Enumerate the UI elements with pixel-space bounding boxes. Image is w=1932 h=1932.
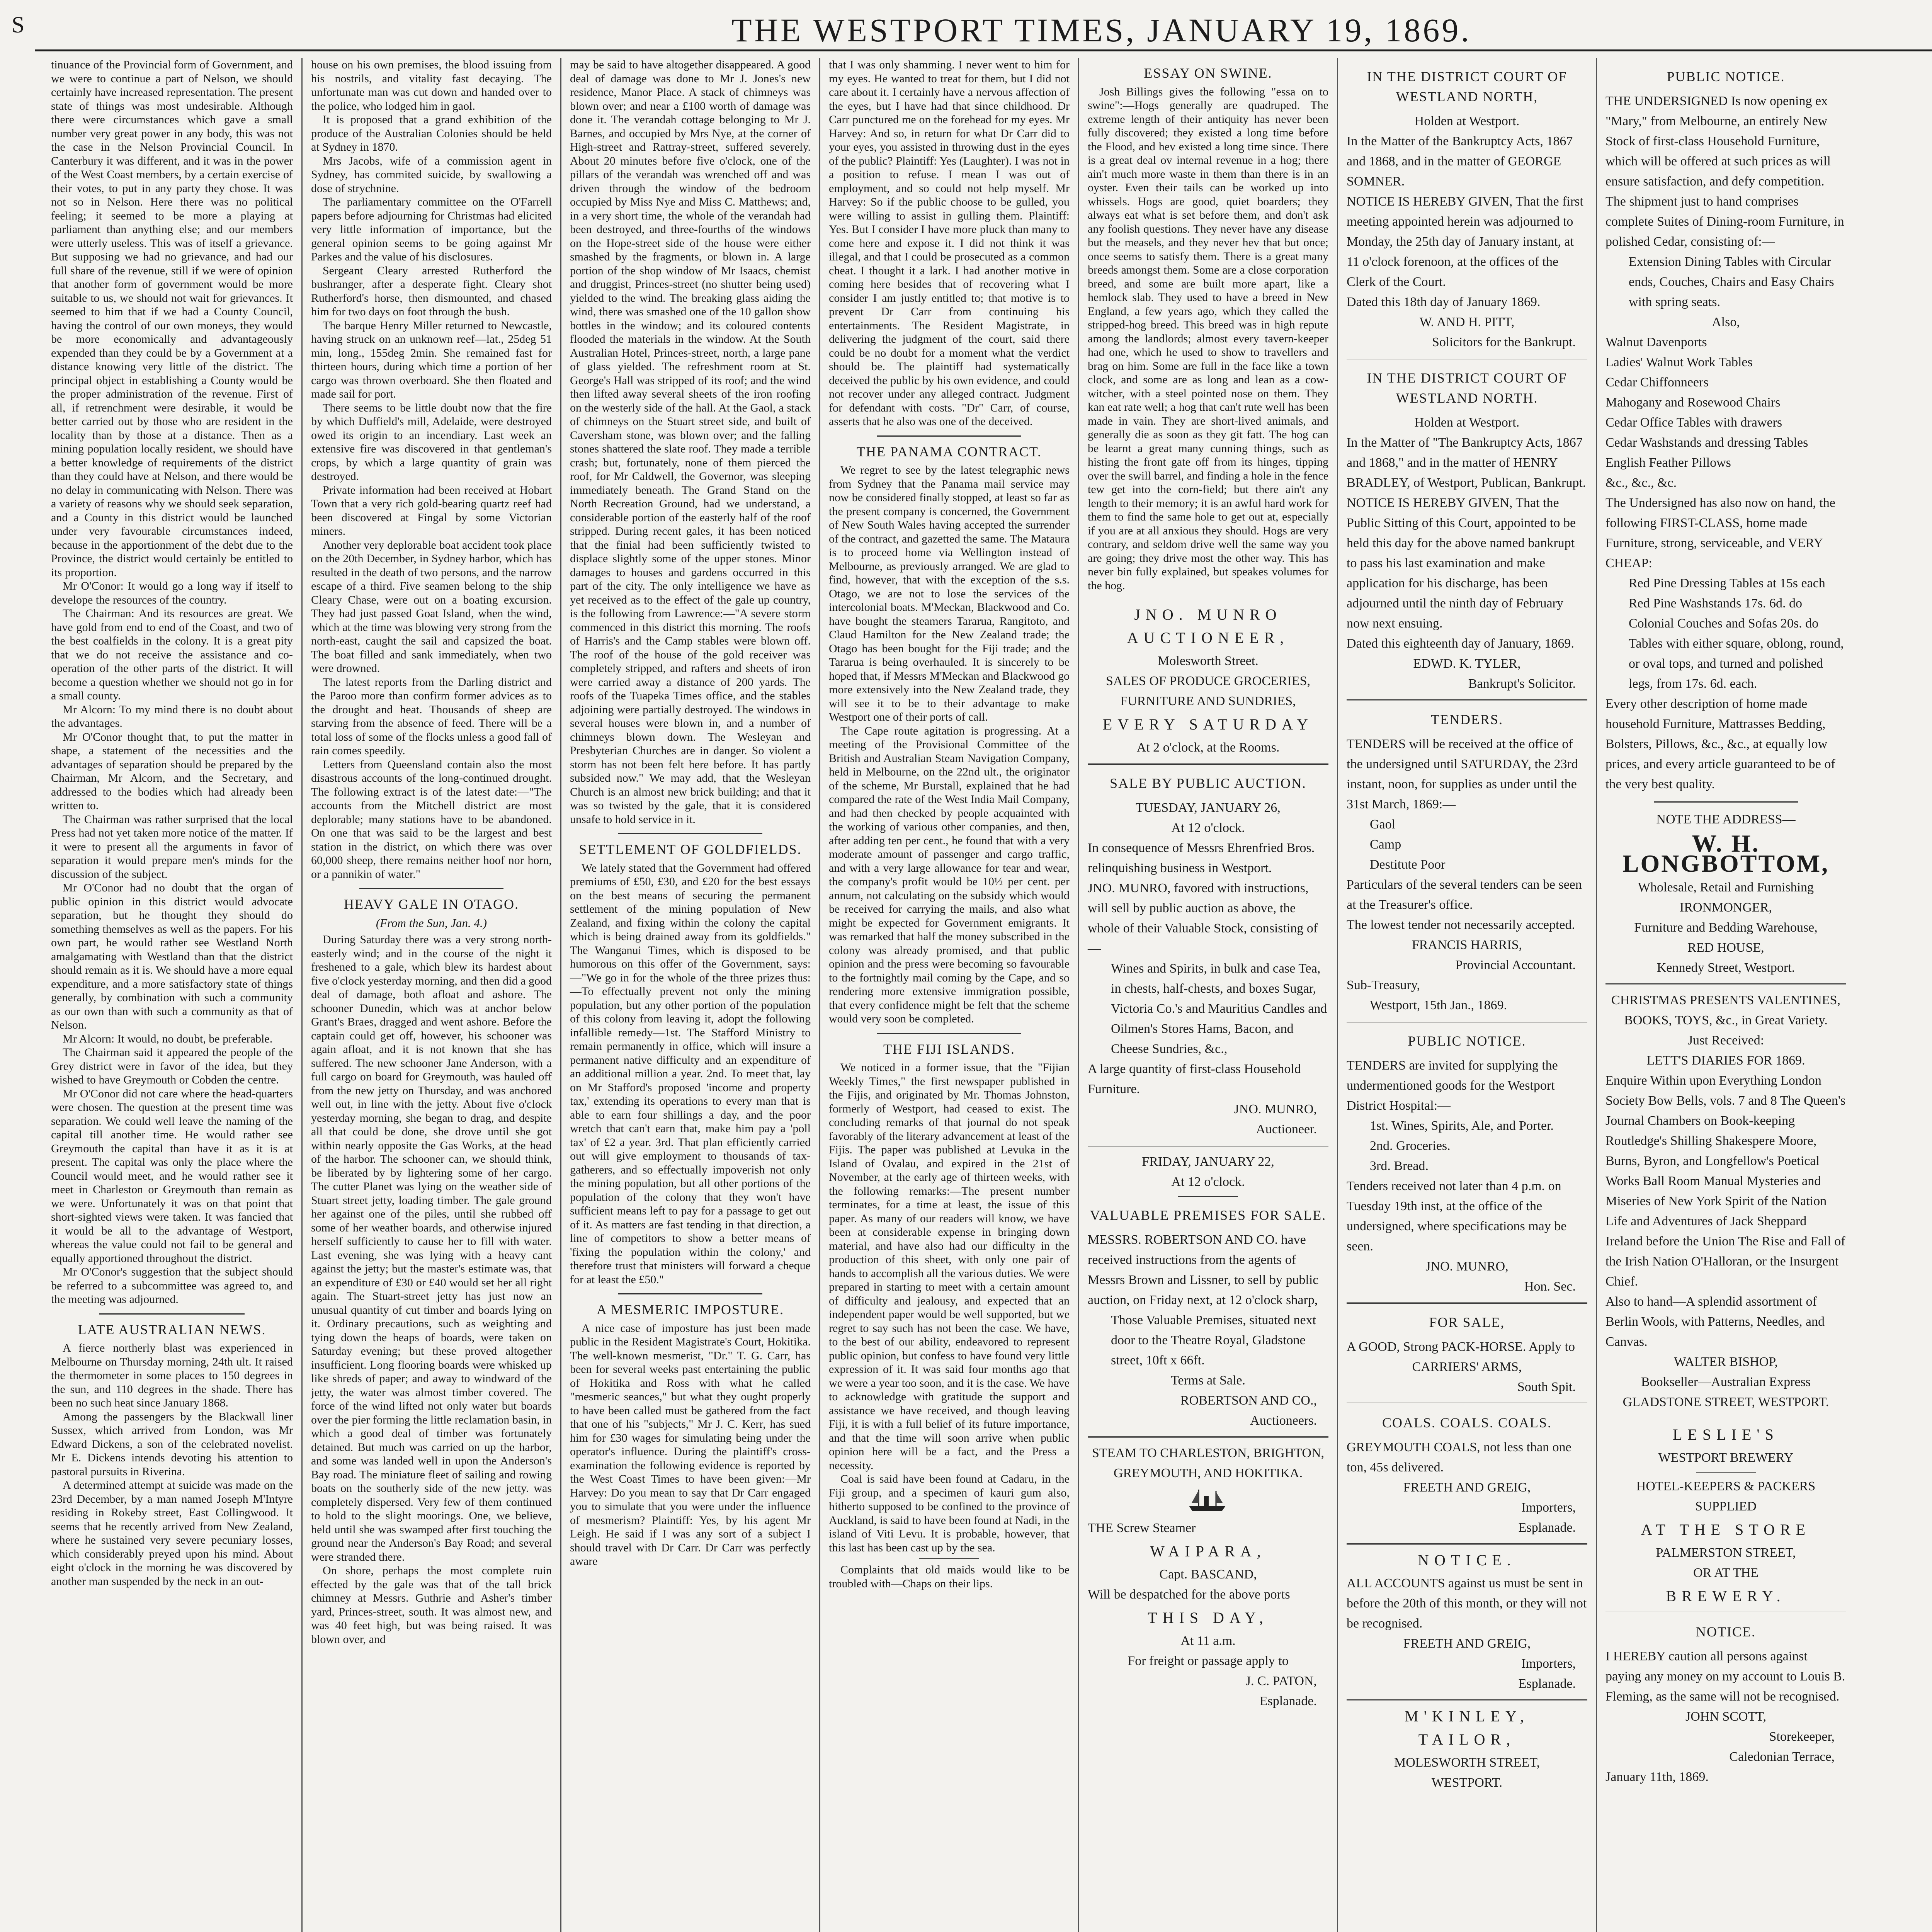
ad-title: IN THE DISTRICT COURT OF WESTLAND NORTH,	[1367, 69, 1567, 104]
ad-signature: J. C. PATON,	[1245, 1674, 1317, 1688]
ad-text: A GOOD, Strong PACK-HORSE. Apply to	[1347, 1340, 1575, 1354]
article-source: (From the Sun, Jan. 4.)	[376, 916, 487, 930]
divider	[1696, 1472, 1756, 1473]
ad-address-note: NOTE THE ADDRESS—	[1656, 812, 1796, 827]
tender-item: Gaol	[1370, 817, 1396, 832]
hospital-tenders-ad	[1347, 1031, 1587, 1297]
divider	[1654, 801, 1798, 803]
divider	[1088, 1145, 1328, 1146]
ad-text: MESSRS. ROBERTSON AND CO. have received instructions from the agents of Messrs Brown and Lissner, to sell by public auction, on Friday next, at 12 o'clock sharp,	[1088, 1233, 1319, 1307]
accounts-notice-ad	[1347, 1550, 1587, 1694]
article-text: Coal is said have been found at Cadaru, in the Fiji group, and a specimen of kauri gum also, hitherto supposed to be confined to the province of Auckland, is said to have been found at Nadi, in the island of Viti Levu. It is probable, however, that this last has been cast up by the sea.	[829, 1473, 1070, 1554]
furniture-item: Colonial Couches and Sofas 20s. do	[1629, 616, 1819, 631]
pack-horse-ad	[1347, 1312, 1587, 1397]
divider	[1605, 983, 1846, 985]
divider	[618, 833, 763, 834]
ad-title: NOTICE.	[1418, 1551, 1516, 1569]
column-6	[1337, 58, 1596, 1932]
article-text: The Cape route agitation is progressing. At a meeting of the Provisional Committee of the British and Australian Steam Navigation Company, held in Melbourne, on the 22nd ult., the originator of the scheme, Mr Burstall, explained that he had compared the rate of the West India Mail Company, and had then checked by people acquainted with the working of various other companies, and then, after adding ten per cent., he found that with a very moderate amount of passenger and cargo traffic, and with a very large allowance for tear and wear, the company's profit would be 10½ per cent. per annum, not calculating on the subsidy which would be received for carrying the mails, and also what might be expected for Government emigrants. It was remarked that half the money subscribed in the colony was already promised, and that public opinion and the press were becoming so favourable to the fortnightly mail coming by the Cape, and so rendering more extensive immigration possible, that every confidence might be felt that the scheme would very soon be completed.	[829, 724, 1070, 1025]
ad-title: VALUABLE PREMISES FOR SALE.	[1090, 1208, 1327, 1223]
ad-trade: TAILOR,	[1418, 1731, 1516, 1748]
ad-trade: Wholesale, Retail and Furnishing	[1638, 880, 1814, 895]
ad-signature: FREETH AND GREIG,	[1403, 1636, 1531, 1651]
ad-title: PUBLIC NOTICE.	[1667, 69, 1785, 84]
article-text: The parliamentary committee on the O'Farrell papers before adjourning for Christmas had elicited very little information of importance, but the general opinion seems to be going against Mr Parkes and the value of his disclosures.	[311, 196, 552, 263]
ad-text: Will be despatched for the above ports	[1088, 1587, 1290, 1602]
ad-signature: Storekeeper,	[1769, 1730, 1835, 1744]
ship-name: WAIPARA,	[1150, 1543, 1266, 1560]
ad-text: For freight or passage apply to	[1128, 1654, 1289, 1668]
ad-signature: EDWD. K. TYLER,	[1413, 656, 1521, 671]
ad-signature: Hon. Sec.	[1524, 1279, 1576, 1294]
ad-text: GREYMOUTH COALS, not less than one ton, 45s delivered.	[1347, 1440, 1571, 1475]
tender-item: Destitute Poor	[1370, 857, 1446, 872]
article-text: may be said to have altogether disappeared. A good deal of damage was done to Mr J. Jones's new residence, Manor Place. A stack of chimneys was blown over; and near a £100 worth of damage was done it. The verandah cottage belonging to Mr J. Barnes, and occupied by Mrs Nye, at the corner of High-street and Rattray-street, suffered severely. About 20 minutes before five o'clock, one of the pillars of the verandah was wrenched off and was driven through the window of the bedroom occupied by Miss Nye and Miss C. Matthews; and, in a very short time, the whole of the verandah had been destroyed, and three-fourths of the windows on the Hope-street side of the house were either smashed by the fragments, or blown in. A large portion of the shop window of Mr Isaacs, chemist and druggist, Princes-street (no shutter being used) yielded to the wind. The breaking glass aiding the wind, there was smashed one of the 10 gallon show bottles in the window; and its coloured contents flooded the materials in the window. At the South Australian Hotel, Princes-street, north, a large pane of glass yielded. The refreshment room at St. George's Hall was stripped of its roof; and the wind then lifted away several sheets of the iron roofing on the westerly side of the hall. At the Gaol, a stack of chimneys on the Stuart street side, and built of Caversham stone, was blown over; and the falling stones shattered the slate roof. They made a terrible crash; but, fortunately, none of them pierced the roof, for Mr Caldwell, the Governor, was sleeping immediately beneath. The Grand Stand on the North Recreation Ground, had we understand, a considerable portion of the easterly half of the roof stripped. During recent gales, it has been noticed that the finial had been sufficiently twisted to displace slightly some of the upper stones. Minor damages to houses and gardens occurred in this part of the city. The only intelligence we have as yet received as to the effect of the gale up country, is the following from Lawrence:—"A severe storm commenced in this district this morning. The roofs of Harris's and the Camp stables were blown off. The roof of the house of the gold receiver was completely stripped, and rafters and sheets of iron were carried away a distance of 200 yards. The roofs of the Tuapeka Times office, and the stables adjoining were partially destroyed. The windows in several houses were blown in, and a number of chimneys blown down. The Wesleyan and Presbyterian Churches are in danger. So violent a storm has not been felt here before. It has partly subsided now." We may add, that the Wesleyan Church is an almost new brick building; and that it was so twisted by the gale, that it is considered unsafe to hold service in it.	[570, 58, 811, 826]
divider	[359, 888, 504, 889]
tender-item: Camp	[1370, 837, 1401, 852]
ad-time: At 12 o'clock.	[1171, 821, 1245, 835]
ad-text: In the Matter of the Bankruptcy Acts, 1867 and 1868, and in the matter of GEORGE SOMNER.	[1347, 134, 1573, 189]
article-text: We regret to see by the latest telegraphic news from Sydney that the Panama mail service may now be considered finally stopped, at least so far as the present company is concerned, the Government of New South Wales having accepted the surrender of the contract, and gazetted the same. The Mataura is to proceed home via Wellington instead of Melbourne, as previously arranged. We are glad to find, however, that with the exception of the s.s. Otago, we are not to lose the services of the intercolonial boats. M'Meckan, Blackwood and Co. have bought the steamers Tararua, Rangitoto, and Claud Hamilton for the New Zealand trade; the Otago has been bought for the Fiji trade; and the Tararua is being overhauled. It is sincerely to be hoped that, if Messrs M'Meckan and Blackwood go more extensively into the New Zealand trade, they will see it to be to their advantage to make Westport one of their ports of call.	[829, 464, 1070, 723]
ad-text: Dated this eighteenth day of January, 1869.	[1347, 636, 1574, 651]
article-text: The Chairman was rather surprised that the local Press had not yet taken more notice of the matter. If it were to present all the arguments in favor of separation it would prepare men's minds for the discussion of the subject.	[51, 813, 293, 881]
premises-sale-ad	[1088, 1152, 1328, 1431]
ad-town: WESTPORT.	[1431, 1776, 1503, 1790]
ad-line: EVERY SATURDAY	[1102, 716, 1314, 733]
ad-time: At 12 o'clock.	[1171, 1175, 1245, 1189]
court-notice-bradley	[1347, 368, 1587, 694]
article-text: Private information had been received at Hobart Town that a very rich gold-bearing quartz reef had been discovered at Fingal by some Victorian miners.	[311, 483, 552, 537]
ad-signature: WALTER BISHOP,	[1674, 1355, 1778, 1369]
column-7	[1596, 58, 1855, 1932]
ad-items: Wines and Spirits, in bulk and case Tea, in chests, half-chests, and boxes Sugar, Victoria Co.'s and Mauritius Candles and Oilmen's Stores Hams, Bacon, and Cheese Sundries, &c.,	[1111, 961, 1327, 1056]
divider	[1347, 1699, 1587, 1701]
article-heading: A MESMERIC IMPOSTURE.	[596, 1302, 784, 1317]
article-heading: HEAVY GALE IN OTAGO.	[344, 896, 519, 912]
ad-text: The lowest tender not necessarily accepted.	[1347, 918, 1575, 932]
ad-text: ALL ACCOUNTS against us must be sent in before the 20th of this month, or they will not be recognised.	[1347, 1576, 1587, 1631]
ad-title: FOR SALE,	[1429, 1315, 1505, 1330]
divider	[1178, 1196, 1238, 1197]
divider	[1088, 598, 1328, 599]
ad-line: PALMERSTON STREET,	[1656, 1546, 1796, 1560]
ad-signature: JNO. MUNRO,	[1234, 1102, 1317, 1116]
ad-captain: Capt. BASCAND,	[1159, 1567, 1257, 1582]
ad-title: SALE BY PUBLIC AUCTION.	[1110, 776, 1306, 791]
ad-text: THE Screw Steamer	[1088, 1521, 1196, 1535]
furniture-item: Red Pine Dressing Tables at 15s each	[1629, 576, 1825, 590]
ad-title: CHRISTMAS PRESENTS VALENTINES, BOOKS, TOYS, &c., in Great Variety.	[1611, 993, 1840, 1027]
ad-title: COALS. COALS. COALS.	[1382, 1415, 1552, 1430]
furniture-item: Cedar Chiffonneers	[1605, 375, 1709, 389]
ad-text: Every other description of home made household Furniture, Mattrasses Bedding, Bolsters, Pillows, &c., &c., at equally low prices, and every article guaranteed to be of the very best quality.	[1605, 697, 1835, 791]
article-text: that I was only shamming. I never went to him for my eyes. He wanted to treat for them, but I did not care about it. I certainly have a nervous affection of the eyes, but I have had that since childhood. Dr Carr punctured me on the forehead for my eyes. Mr Harvey: And so, in return for what Dr Carr did to your eyes, you assisted in throwing dust in the eyes of the public? Plaintiff: Yes (Laughter). I was not in a position to refuse. I mean I was out of employment, and so could not help myself. Mr Harvey: So if the public choose to be gulled, you were willing to assist in gulling them. Plaintiff: Yes. But I consider I have more pluck than many to come here and expose it. I did not think it was illegal, and that I could be prosecuted as a common cheat. I thought it a lark. I had another motive in coming here besides that of recovering what I consider I am justly entitled to; that motive is to prevent Dr Carr from continuing his entertainments. The Resident Magistrate, in delivering the judgment of the court, said there could be no doubt for a moment what the verdict should be. The plaintiff had systematically deceived the public by his own evidence, and could not recover under any alleged contract. Judgment for defendant with costs. "Dr" Carr, of course, asserts that he also was one of the deceived.	[829, 58, 1070, 428]
divider	[919, 1558, 980, 1559]
article-text: It is proposed that a grand exhibition of the produce of the Australian Colonies should be held at Sydney in 1870.	[311, 113, 552, 153]
article-text: Mr Alcorn: It would, no doubt, be preferable.	[63, 1032, 273, 1045]
article-heading: LATE AUSTRALIAN NEWS.	[78, 1321, 266, 1337]
ad-line: AT THE STORE	[1641, 1521, 1811, 1538]
divider	[1347, 1021, 1587, 1022]
ad-title: STEAM TO CHARLESTON, BRIGHTON, GREYMOUTH, AND HOKITIKA.	[1092, 1446, 1325, 1480]
article-text: Mr Alcorn: To my mind there is no doubt about the advantages.	[51, 703, 293, 730]
article-text: The Chairman: And its resources are great. We have gold from end to end of the Coast, and two of the best coalfields in the colony. It is a great pity that we do not receive the assistance and co-operation of the other parts of the district. It will become a question whether we should not go in for a small county.	[51, 607, 293, 702]
ad-signature: ROBERTSON AND CO.,	[1180, 1393, 1317, 1408]
article-text: A nice case of imposture has just been made public in the Resident Magistrate's Court, Hokitika. The well-known mesmerist, "Dr." T. G. Carr, has been for several weeks past entertaining the public of Hokitika and Ross with what he called "mesmeric seances," but what they ought properly to have been called must be gathered from the fact that one of his "subjects," Mr J. C. Kerr, has sued him for £30 wages for simulating being under the operator's influence. During the plaintiff's cross-examination the following evidence is reported by the West Coast Times to have been given:—Mr Harvey: Do you mean to say that Dr Carr engaged you to simulate that you were under the influence of mesmerism? Plaintiff: Yes, by his agent Mr Leigh. He said if I was any sort of a subject I should travel with Dr Carr. Dr Carr was perfectly aware	[570, 1321, 811, 1568]
steamer-ad	[1088, 1443, 1328, 1711]
ad-signature: GLADSTONE STREET, WESTPORT.	[1622, 1395, 1829, 1409]
article-heading: THE FIJI ISLANDS.	[883, 1041, 1015, 1057]
ad-trade: IRONMONGER,	[1680, 900, 1772, 915]
ad-text: Also to hand—A splendid assortment of Berlin Wools, with Patterns, Needles, and Canvas.	[1605, 1294, 1825, 1349]
ad-line: BREWERY.	[1666, 1587, 1786, 1605]
divider	[1347, 358, 1587, 359]
ad-address: Molesworth Street.	[1158, 654, 1259, 668]
ad-line: OR AT THE	[1693, 1566, 1759, 1580]
article-heading: SETTLEMENT OF GOLDFIELDS.	[579, 842, 802, 857]
ad-street: MOLESWORTH STREET,	[1394, 1755, 1540, 1770]
furniture-item: Cedar Washstands and dressing Tables	[1605, 435, 1808, 450]
ad-signature: Provincial Accountant.	[1455, 958, 1576, 972]
page-header	[0, 0, 1932, 50]
article-text: Mr O'Conor had no doubt that the organ of public opinion in this district would advocate separation, but he thought they should do something themselves as well as the papers. For his own part, he would rather see Westland North amalgamating with Westland than that the district should remain as it is. We should have a more equal expenditure, and a more satisfactory state of things generally, by combination with such a community as our own than with such a community as that of Nelson.	[51, 881, 293, 1031]
divider	[618, 1293, 763, 1294]
article-text: Mr O'Conor did not care where the head-quarters were chosen. The question at the present time was separation. We could well leave the naming of the capital till another time. He would rather see Greymouth the capital than have it as it is at present. The capital was only the place where the Council would meet, and he would rather see it meet in Charleston or Greymouth than remain as we were. Unfortunately it was on that point that short-sighted views were taken. It was fancied that it would be all to the advantage of Westport, whereas the value could not fail to be general and equally apportioned throughout the district.	[51, 1087, 293, 1265]
christmas-presents-ad	[1605, 990, 1846, 1412]
ad-title: TENDERS.	[1431, 712, 1503, 727]
ad-title: IN THE DISTRICT COURT OF WESTLAND NORTH.	[1367, 370, 1567, 406]
ad-signature: Bankrupt's Solicitor.	[1468, 677, 1576, 691]
tender-item: 3rd. Bread.	[1370, 1159, 1429, 1173]
article-text: Mr O'Conor's suggestion that the subject should be referred to a subcommittee was agreed to, and the meeting was adjourned.	[51, 1265, 293, 1306]
furniture-item: Ladies' Walnut Work Tables	[1605, 355, 1753, 369]
article-text: We noticed in a former issue, that the "Fijian Weekly Times," the first newspaper published in the Fijis, and originated by Mr. Thomas Johnston, formerly of Westport, had ceased to exist. The concluding remarks of that journal do not speak favorably of the literary advancement at least of the Fijis. The paper was published at Levuka in the Island of Ovalau, and expired in the 21st of November, at the early age of thirteen weeks, with the following remarks:—The present number terminates, for a time at least, the issue of this paper. As many of our readers will know, we have been at considerable expense in bringing down material, and have also had our difficulty in the production of this sheet, with only one pair of hands to accomplish all the various duties. We were prepared in starting to meet with a certain amount of difficulty and jealousy, and expected that an independent paper would be well supported, but we regret to say such has not been the case. We have, to the best of our ability, endeavored to represent public opinion, but confess to have found very little expression of it. It was said four months ago that we were a year too soon, and it is the case. We have to acknowledge with gratitude the support and assistance we have received, and though leaving Fiji, it is with a full belief of its future importance, and that the time will soon arrive when public opinion here will be a fact, and the Press a necessity.	[829, 1061, 1070, 1472]
ad-signature: Bookseller—Australian Express	[1641, 1375, 1811, 1389]
ad-signature: Solicitors for the Bankrupt.	[1432, 335, 1576, 349]
court-notice-somner	[1347, 66, 1587, 352]
divider	[1088, 1436, 1328, 1438]
furniture-item: Also,	[1712, 315, 1740, 329]
furniture-item: English Feather Pillows	[1605, 456, 1731, 470]
caution-notice-ad	[1605, 1622, 1846, 1787]
ad-diaries: LETT'S DIARIES FOR 1869.	[1646, 1053, 1805, 1068]
ad-trade: Furniture and Bedding Warehouse,	[1634, 920, 1818, 935]
article-text: Letters from Queensland contain also the most disastrous accounts of the long-continued drought. The following extract is of the latest date:—"The accounts from the Mitchell district are most deplorable; many stations have to be abandoned. On one that was said to be the largest and best station in the district, on which there was over 60,000 sheep, there remains neither hoof nor horn, or a pannikin of water."	[311, 758, 552, 881]
ad-text: NOTICE IS HEREBY GIVEN, That the Public Sitting of this Court, appointed to be held this day for the above named bankrupt to pass his last examination and make application for his discharge, has been adjourned until the ninth day of February now next ensuing.	[1347, 496, 1576, 631]
furniture-item: Walnut Davenports	[1605, 335, 1707, 349]
ad-signature: Importers,	[1521, 1500, 1576, 1515]
furniture-item: Extension Dining Tables with Circular ends, Couches, Chairs and Easy Chairs with spring seats.	[1629, 255, 1834, 309]
ad-signature: Esplanade.	[1518, 1520, 1576, 1535]
ad-text: Particulars of the several tenders can be seen at the Treasurer's office.	[1347, 878, 1582, 912]
ad-text: The Undersigned has also now on hand, the following FIRST-CLASS, home made Furniture, strong, serviceable, and VERY CHEAP:	[1605, 496, 1835, 570]
ad-place: Sub-Treasury,	[1347, 978, 1420, 992]
ad-role: AUCTIONEER,	[1127, 629, 1289, 646]
article-text: The latest reports from the Darling district and the Paroo more than confirm former advices as to the drought and heat. Thousands of sheep are starving from the absence of feed. There will be a total loss of some of the flocks unless a good fall of rain comes speedily.	[311, 675, 552, 757]
public-auction-ad	[1088, 773, 1328, 1139]
ad-signature: Importers,	[1521, 1656, 1576, 1671]
ad-text: THE UNDERSIGNED Is now opening ex "Mary," from Melbourne, an entirely New Stock of first-class Household Furniture, which will be offered at such prices as will ensure satisfaction, and defy competition.	[1605, 94, 1831, 189]
article-text: Sergeant Cleary arrested Rutherford the bushranger, after a desperate fight. Cleary shot Rutherford's horse, then dismounted, and chased him for two days on foot through the bush.	[311, 264, 552, 318]
ad-text: In consequence of Messrs Ehrenfried Bros. relinquishing business in Westport.	[1088, 841, 1315, 875]
ad-text: Those Valuable Premises, situated next door to the Theatre Royal, Gladstone street, 10ft x 66ft.	[1111, 1313, 1316, 1367]
ad-date: January 11th, 1869.	[1605, 1770, 1709, 1784]
ad-text: A large quantity of first-class Household Furniture.	[1088, 1062, 1301, 1096]
steamship-icon	[1187, 1487, 1230, 1514]
tender-item: 1st. Wines, Spirits, Ale, and Porter.	[1370, 1119, 1554, 1133]
tender-item: 2nd. Groceries.	[1370, 1139, 1451, 1153]
ad-date: Westport, 15th Jan., 1869.	[1370, 998, 1507, 1012]
coals-ad	[1347, 1413, 1587, 1538]
article-text: A determined attempt at suicide was made on the 23rd December, by a man named Joseph M'Intyre residing in Rokeby street, East Collingwood. It seems that he recently arrived from New Zealand, where he sustained very severe pecuniary losses, which considerably preyed upon his mind. About eight o'clock in the morning he was discovered by another man suspended by the neck in an out-	[51, 1479, 293, 1588]
ad-line: At 2 o'clock, at the Rooms.	[1136, 740, 1280, 755]
ad-signature: South Spit.	[1517, 1380, 1576, 1394]
furniture-item: &c., &c., &c.	[1605, 476, 1677, 490]
furniture-item: Tables with either square, oblong, round, or oval tops, and turned and polished legs, from 17s. 6d. each.	[1629, 636, 1844, 691]
ad-signature: Auctioneers.	[1250, 1413, 1317, 1428]
article-text: Among the passengers by the Blackwall liner Sussex, which arrived from London, was Mr Edward Dickens, a son of the celebrated novelist. Mr E. Dickens intends devoting his attention to pastoral pursuits in Riverina.	[51, 1410, 293, 1478]
corner-mark: S	[12, 12, 25, 37]
ad-line: HOTEL-KEEPERS & PACKERS	[1636, 1479, 1816, 1493]
divider	[1605, 1612, 1846, 1613]
divider	[1347, 1543, 1587, 1545]
ad-date: FRIDAY, JANUARY 22,	[1142, 1155, 1274, 1169]
furniture-item: Cedar Office Tables with drawers	[1605, 415, 1782, 430]
ad-sub: WESTPORT BREWERY	[1658, 1451, 1794, 1465]
ad-time: At 11 a.m.	[1180, 1634, 1236, 1648]
article-text: The barque Henry Miller returned to Newcastle, having struck on an unknown reef—lat., 25deg 51 min, long., 155deg 2min. She remained fast for thirteen hours, during which time a portion of her cargo was thrown overboard. She then floated and made sail for port.	[311, 319, 552, 400]
ad-house: RED HOUSE,	[1687, 940, 1764, 955]
column-3	[560, 58, 819, 1932]
header-rule	[35, 49, 1932, 51]
article-text: There seems to be little doubt now that the fire by which Duffield's mill, Adelaide, were destroyed owed its origin to an incendiary. Last week an extensive fire was discovered in that gentleman's crops, by which a large quantity of grain was destroyed.	[311, 401, 552, 483]
ad-text: Dated this 18th day of January 1869.	[1347, 295, 1541, 309]
masthead: THE WESTPORT TIMES, JANUARY 19, 1869.	[731, 12, 1471, 49]
furniture-item: Mahogany and Rosewood Chairs	[1605, 395, 1781, 410]
ad-signature: Esplanade.	[1259, 1694, 1317, 1708]
ad-signature: Caledonian Terrace,	[1729, 1750, 1835, 1764]
divider	[1347, 1403, 1587, 1404]
ad-title: JNO. MUNRO	[1134, 606, 1282, 623]
divider	[1347, 699, 1587, 701]
leslie-brewery-ad	[1605, 1425, 1846, 1606]
ad-text: In the Matter of "The Bankruptcy Acts, 1867 and 1868," and in the matter of HENRY BRADLEY, of Westport, Publican, Bankrupt.	[1347, 435, 1586, 490]
divider	[877, 1033, 1022, 1034]
column-2	[301, 58, 560, 1932]
ad-text: Tenders received not later than 4 p.m. on Tuesday 19th inst, at the office of the undersigned, where specifications may be seen.	[1347, 1179, 1567, 1253]
article-text: tinuance of the Provincial form of Government, and we were to continue a part of Nelson, we should certainly have increased representation. The present state of things was most undesirable. Although there were circumstances which gave a small number very great power in any body, this was not the case in the Nelson Provincial Council. In Canterbury it was different, and it was in the power of the West Coast members, by a certain exercise of their votes, to put in any party they chose. It was not so in Nelson. Here there was no political feeling; it seemed to be more a playing at parliament than anything else; and our members were utterly useless. This was of itself a grievance. But supposing we had no grievance, and had our full share of the revenue, still if we were of opinion that another form of government would be more suitable to us, we should not wait for grievances. It seemed to him that if we had a County Council, having the control of our own moneys, they would be more economically and advantageously expended than they could be by a Government at a distance knowing very little of the district. The principal object in establishing a County would be the proper administration of the revenue. First of all, if retrenchment were desirable, it would be better carried out by those who are resident in the locality than by those at a distance. Then as a mining population locally resident, we should have a better knowledge of requirements of the district than they could have at Nelson, and there would be no delay in communicating with Nelson. There was a variety of reasons why we should seek separation, and a County in this district would be launched under very favourable circumstances indeed, because in the apportionment of the debt due to the Province, the district would certainly be entitled to its proportion.	[51, 58, 293, 579]
article-text: house on his own premises, the blood issuing from his nostrils, and vitality fast decaying. The unfortunate man was cut down and handed over to the police, who lodged him in gaol.	[311, 58, 552, 112]
article-text: Another very deplorable boat accident took place on the 20th December, in Sydney harbor, which has resulted in the death of two persons, and the narrow escape of a third. Five seamen belong to the ship Cleary Chase, were out on a boating excursion. They had just passed Goat Island, when the wind, which at the time was blowing very strong from the north-east, caught the sail and capsized the boat. The boat filled and sank immediately, when two were drowned.	[311, 538, 552, 675]
ad-sub: Holden at Westport.	[1414, 114, 1520, 128]
tenders-ad	[1347, 709, 1587, 1015]
divider	[1605, 1418, 1846, 1419]
ad-text: TENDERS are invited for supplying the undermentioned goods for the Westport District Hospital:—	[1347, 1058, 1558, 1113]
ad-day: THIS DAY,	[1148, 1609, 1269, 1626]
ad-text: I HEREBY caution all persons against paying any money on my account to Louis B. Fleming, as the same will not be recognised.	[1605, 1649, 1845, 1704]
column-5	[1078, 58, 1337, 1932]
ad-title: M'KINLEY,	[1405, 1708, 1529, 1725]
ad-company-name: W. H. LONGBOTTOM,	[1622, 830, 1830, 877]
divider	[1088, 763, 1328, 765]
ad-text: The shipment just to hand comprises complete Suites of Dining-room Furniture, in polished Cedar, consisting of:—	[1605, 194, 1844, 249]
ad-line: SUPPLIED	[1695, 1499, 1757, 1514]
article-text: The Chairman said it appeared the people of the Grey district were in favor of the idea, but they wished to have Greymouth or Cobden the centre.	[51, 1046, 293, 1086]
mkinley-tailor-ad	[1347, 1706, 1587, 1793]
divider	[877, 435, 1022, 437]
ad-signature: FRANCIS HARRIS,	[1412, 938, 1522, 952]
ad-signature: JNO. MUNRO,	[1425, 1259, 1509, 1274]
article-text: A fierce northerly blast was experienced in Melbourne on Thursday morning, 24th ult. It raised the thermometer in some places to 150 degrees in the sun, and 110 degrees in the shade. There has been no such heat since January 1868.	[51, 1342, 293, 1409]
divider	[99, 1313, 245, 1315]
ad-street: Kennedy Street, Westport.	[1656, 961, 1795, 975]
furniture-notice-ad	[1605, 66, 1846, 978]
munro-auctioneer-ad	[1088, 605, 1328, 758]
ad-signature: CARRIERS' ARMS,	[1412, 1360, 1522, 1374]
ad-sub: Holden at Westport.	[1414, 415, 1520, 430]
ad-signature: Auctioneer.	[1256, 1122, 1317, 1136]
ad-received: Just Received:	[1687, 1033, 1764, 1048]
article-text: We lately stated that the Government had offered premiums of £50, £30, and £20 for the best essays on the best means of securing the permanent settlement of the mining population of New Zealand, and fixing within the colony the capital which is being drained away from its goldfields." The Wanganui Times, which is disposed to be humorous on this offer of the Government, says:—"We go in for the whole of the three prizes thus:—To effectually prevent not only the mining population, but any other portion of the population of this colony from leaving it, adopt the following infallible remedy—1st. The Stafford Ministry to remain permanently in office, which will insure a permanent native difficulty and an expenditure of an additional million a year. 2nd. To meet that, lay on Mr Stafford's proposed 'income and property tax,' extending its operations to every man that is able to earn four shillings a day, and the poor wretch that can't earn that, make him pay a 'poll tax' of £2 a year. 3rd. That plan efficiently carried out will give employment to thousands of tax-gatherers, and so effectually impoverish not only the mining population, but all other portions of the population of the colony that they won't have sufficient means left to pay for a passage to get out of it. As matters are fast tending in that direction, a line of competitors to show a better means of 'fixing the population within the colony,' and therefore trust that ministers will forward a cheque for at least the £50."	[570, 861, 811, 1286]
article-heading: ESSAY ON SWINE.	[1144, 65, 1272, 81]
ad-title: NOTICE.	[1696, 1624, 1756, 1639]
ad-signature: Esplanade.	[1518, 1677, 1576, 1691]
ad-line: SALES OF PRODUCE GROCERIES, FURNITURE AND SUNDRIES,	[1106, 674, 1310, 708]
column-1	[43, 58, 301, 1932]
article-text: During Saturday there was a very strong north-easterly wind; and in the course of the night it freshened to a gale, which blew its hardest about five o'clock yesterday morning, and then did a good deal of damage, both afloat and ashore. The schooner Dunedin, which was at anchor below Grant's Braes, dragged and went ashore. Before the captain could get off, however, his schooner was again afloat, and it is not known that she has suffered. The new schooner Jane Anderson, with a full cargo on board for Greymouth, was hauled off from the new jetty on Thursday, and was anchored well out, in line with the jetty. About five o'clock yesterday morning, she began to drag, and despite all that could be done, she drove until she got within nearly opposite the Gas Works, at the head of the harbor. The schooner can, we should think, be liberated by by lightering some of her cargo. The cutter Planet was lying on the weather side of Stuart street jetty, loading timber. The gale ground her against one of the piles, until she rubbed off some of her weather boards, and otherwise injured herself sufficiently to cause her to fill with water. Last evening, she was lying with a heavy cant against the jetty; but the master's estimate was, that an expenditure of £30 or £40 would set her all right again. The Stuart-street jetty has just now an unusual quantity of cut timber and boards lying on it. Ordinary precautions, such as weighting and tying down the heaps of boards, were taken on Saturday evening; but these proved altogether insufficient. Long flooring boards were whisked up like shreds of paper; and away to windward of the jetty, the water was almost timber covered. The force of the wind lifted not only water but boards over the pier forming the little reclamation basin, in which a good deal of timber was fortunately detained. But much was carried on up the harbor, and some was landed well in upon the Anderson's Bay road. The miniature fleet of sailing and rowing boats on the southerly side of the new jetty. was completely dispersed. Very few of them continued to hold to the slight moorings. One, we believe, held until she was swamped after first touching the ground near the Anderson's Bay Road; and several were stranded there.	[311, 933, 552, 1563]
ad-text: JNO. MUNRO, favored with instructions, will sell by public auction as above, the whole of their Valuable Stock, consisting of—	[1088, 881, 1318, 956]
ad-text: TENDERS will be received at the office of the undersigned until SATURDAY, the 23rd instant, noon, for supplies as under until the 31st March, 1869:—	[1347, 737, 1578, 811]
ad-date: TUESDAY, JANUARY 26,	[1136, 801, 1281, 815]
furniture-item: Red Pine Washstands 17s. 6d. do	[1629, 596, 1803, 611]
ad-signature: W. AND H. PITT,	[1419, 315, 1515, 329]
article-text: On shore, perhaps the most complete ruin effected by the gale was that of the tall brick chimney at Messrs. Guthrie and Asher's timber yard, Princes-street, south. It was almost new, and was 40 feet high, but was being raised. It was blown over, and	[311, 1564, 552, 1646]
columns	[43, 58, 1932, 1932]
book-list: Enquire Within upon Everything London Society Bow Bells, vols. 7 and 8 The Queen's Journal Chambers on Book-keeping Routledge's Shilling Shakespere Moore, Burns, Byron, and Longfellow's Poetical Works Ball Room Manual Mysteries and Miseries of New York Spirit of the Nation Life and Adventures of Jack Sheppard Ireland before the Union The Rise and Fall of the Irish Nation O'Halloran, or the Insurgent Chief.	[1605, 1073, 1846, 1289]
ad-text: NOTICE IS HEREBY GIVEN, That the first meeting appointed herein was adjourned to Monday, the 25th day of January instant, at 11 o'clock forenoon, at the offices of the Clerk of the Court.	[1347, 194, 1583, 289]
ad-signature: FREETH AND GREIG,	[1403, 1480, 1531, 1495]
article-text: Josh Billings gives the following "essa on to swine":—Hogs generally are quadruped. The extreme length of their antiquity has never been fully discovered; they existed a long time before the Flood, and hev existed a long time since. There is a great deal ov internal revenue in a hog; there ain't much more waste in them than there is in an oyster. Even their tails can be worked up into whissels. Hogs are good, quiet boarders; they always eat what is set before them, and don't ask any foolish questions. They never have any disease but the measels, and they never hev that but once; once seems to satisfy them. There is a great many breeds amongst them. Some are a close corporation breed, and some are built more apart, like a hemlock slab. They used to have a breed in New England, a few years ago, which they called the stripped-hog breed. This breed was in high repute among the landlords; almost every tavern-keeper had one, which he used to show to travellers and brag on him. Some are full in the face like a town clock, and some are as long and lean as a cow-witcher, with a steel pointed nose on them. They kan eat rate well; a hog that can't rute well has been made in vain. They are short-lived animals, and generally die as soon as they git fatt. The hog can be learnt a great many cunning things, such as histing the front gate off from its hinges, tipping over the swill barrel, and finding a hole in the fence tew get into the corn-field; but there ain't any length to their memory; it is an awful hard work for them to find the same hole to get out at, especially if you are at all anxious they should. Hogs are very contrary, and seldom drive well the same way you are going; they drive most the other way. This has never bin fully explained, but speakes volumes for the hog.	[1088, 85, 1328, 592]
article-text: Complaints that old maids would like to be troubled with—Chaps on their lips.	[829, 1563, 1070, 1590]
column-4	[819, 58, 1078, 1932]
article-text: Mr O'Conor thought that, to put the matter in shape, a statement of the necessities and the advantages of separation should be prepared by the Chairman, Mr Alcorn, and the Secretary, and addressed to the bodies which had already been written to.	[51, 730, 293, 812]
article-text: Mr O'Conor: It would go a long way if itself to develope the resources of the country.	[51, 580, 293, 606]
ad-title: PUBLIC NOTICE.	[1408, 1033, 1526, 1049]
ad-signature: JOHN SCOTT,	[1685, 1709, 1767, 1724]
ad-terms: Terms at Sale.	[1170, 1373, 1246, 1388]
article-heading: THE PANAMA CONTRACT.	[856, 444, 1042, 459]
ad-title: LESLIE'S	[1673, 1426, 1779, 1443]
divider	[1347, 1302, 1587, 1304]
article-text: Mrs Jacobs, wife of a commission agent in Sydney, has commited suicide, by swallowing a dose of strychnine.	[311, 154, 552, 195]
